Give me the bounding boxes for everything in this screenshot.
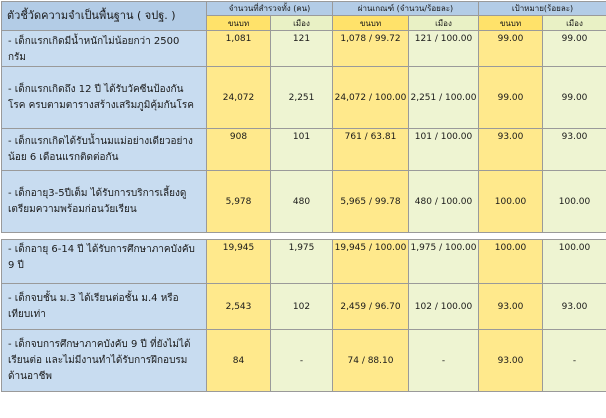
table-row [2,31,606,67]
table-row [2,284,606,330]
jpt-indicator-table-container [1,1,605,416]
count-urban-cell: - [271,330,333,392]
indicator-label: - เด็กอายุ 6-14 ปี ได้รับการศึกษาภาคบังคับ 9 ปี [2,240,207,284]
count-urban-cell: 480 [271,171,333,233]
count-rural-cell: 5,978 [207,171,271,233]
pass-rural-cell: 2,459 / 96.70 [333,284,409,330]
indicator-label: - เด็กแรกเกิดได้รับน้ำนมแม่อย่างเดียวอย่างน้อย 6 เดือนแรกติดต่อกัน [2,129,207,171]
indicator-label: - เด็กแรกเกิดมีน้ำหนักไม่น้อยกว่า 2500 กรัม [2,31,207,67]
pass-rural-cell: 19,945 / 100.00 [333,240,409,284]
target-rural-cell: 99.00 [479,31,543,67]
pass-urban-cell: 101 / 100.00 [409,129,479,171]
target-rural-cell: 100.00 [479,171,543,233]
section-separator [2,233,606,240]
pass-urban-cell: 102 / 100.00 [409,284,479,330]
jpt-indicator-table [1,1,606,392]
pass-rural-cell: 24,072 / 100.00 [333,67,409,129]
target-urban-header: เมือง [543,16,606,31]
pass-urban-header: เมือง [409,16,479,31]
indicator-label: - เด็กอายุ3-5ปีเต็ม ได้รับการบริการเลี้ยงดูเตรียมความพร้อมก่อนวัยเรียน [2,171,207,233]
table-row [2,330,606,392]
count-urban-cell: 102 [271,284,333,330]
target-urban-cell: 100.00 [543,240,606,284]
pass-rural-cell: 74 / 88.10 [333,330,409,392]
count-rural-cell: 908 [207,129,271,171]
target-rural-header: ขนบท [479,16,543,31]
table-row [2,129,606,171]
target-urban-cell: 100.00 [543,171,606,233]
target-rural-cell: 100.00 [479,240,543,284]
pass-rural-cell: 5,965 / 99.78 [333,171,409,233]
pass-rural-cell: 761 / 63.81 [333,129,409,171]
target-rural-cell: 93.00 [479,330,543,392]
target-urban-cell: 93.00 [543,129,606,171]
separator-cell [2,233,606,240]
pass-rural-cell: 1,078 / 99.72 [333,31,409,67]
count-rural-cell: 84 [207,330,271,392]
count-urban-cell: 1,975 [271,240,333,284]
pass-urban-cell: 2,251 / 100.00 [409,67,479,129]
count-urban-cell: 101 [271,129,333,171]
target-urban-cell: 93.00 [543,284,606,330]
target-urban-cell: 99.00 [543,31,606,67]
count-urban-cell: 121 [271,31,333,67]
target-rural-cell: 99.00 [479,67,543,129]
table-row [2,240,606,284]
count-rural-cell: 1,081 [207,31,271,67]
survey-urban-header: เมือง [271,16,333,31]
target-rural-cell: 93.00 [479,129,543,171]
target-urban-cell: - [543,330,606,392]
pass-urban-cell: 121 / 100.00 [409,31,479,67]
pass-urban-cell: 1,975 / 100.00 [409,240,479,284]
target-group-header: เป้าหมาย(ร้อยละ) [479,2,606,16]
count-urban-cell: 2,251 [271,67,333,129]
table-row [2,67,606,129]
count-rural-cell: 2,543 [207,284,271,330]
indicator-column-header: ตัวชี้วัดความจำเป็นพื้นฐาน ( จปฐ. ) [2,2,207,31]
indicator-label: - เด็กจบการศึกษาภาคบังคับ 9 ปี ที่ยังไม่ได้เรียนต่อ และไม่มีงานทำได้รับการฝึกอบรมด้านอาชีพ [2,330,207,392]
header-row-groups [2,2,606,16]
target-rural-cell: 93.00 [479,284,543,330]
indicator-label: - เด็กแรกเกิดถึง 12 ปี ได้รับวัคซีนป้องกันโรค ครบตามตารางสร้างเสริมภูมิคุ้มกันโรค [2,67,207,129]
pass-urban-cell: - [409,330,479,392]
pass-criteria-group-header: ผ่านเกณฑ์ (จำนวน/ร้อยละ) [333,2,479,16]
count-rural-cell: 24,072 [207,67,271,129]
table-row [2,171,606,233]
target-urban-cell: 99.00 [543,67,606,129]
pass-rural-header: ขนบท [333,16,409,31]
survey-rural-header: ขนบท [207,16,271,31]
survey-count-group-header: จำนวนที่สำรวจทั้ง (คน) [207,2,333,16]
count-rural-cell: 19,945 [207,240,271,284]
pass-urban-cell: 480 / 100.00 [409,171,479,233]
indicator-label: - เด็กจบชั้น ม.3 ได้เรียนต่อชั้น ม.4 หรือเทียบเท่า [2,284,207,330]
